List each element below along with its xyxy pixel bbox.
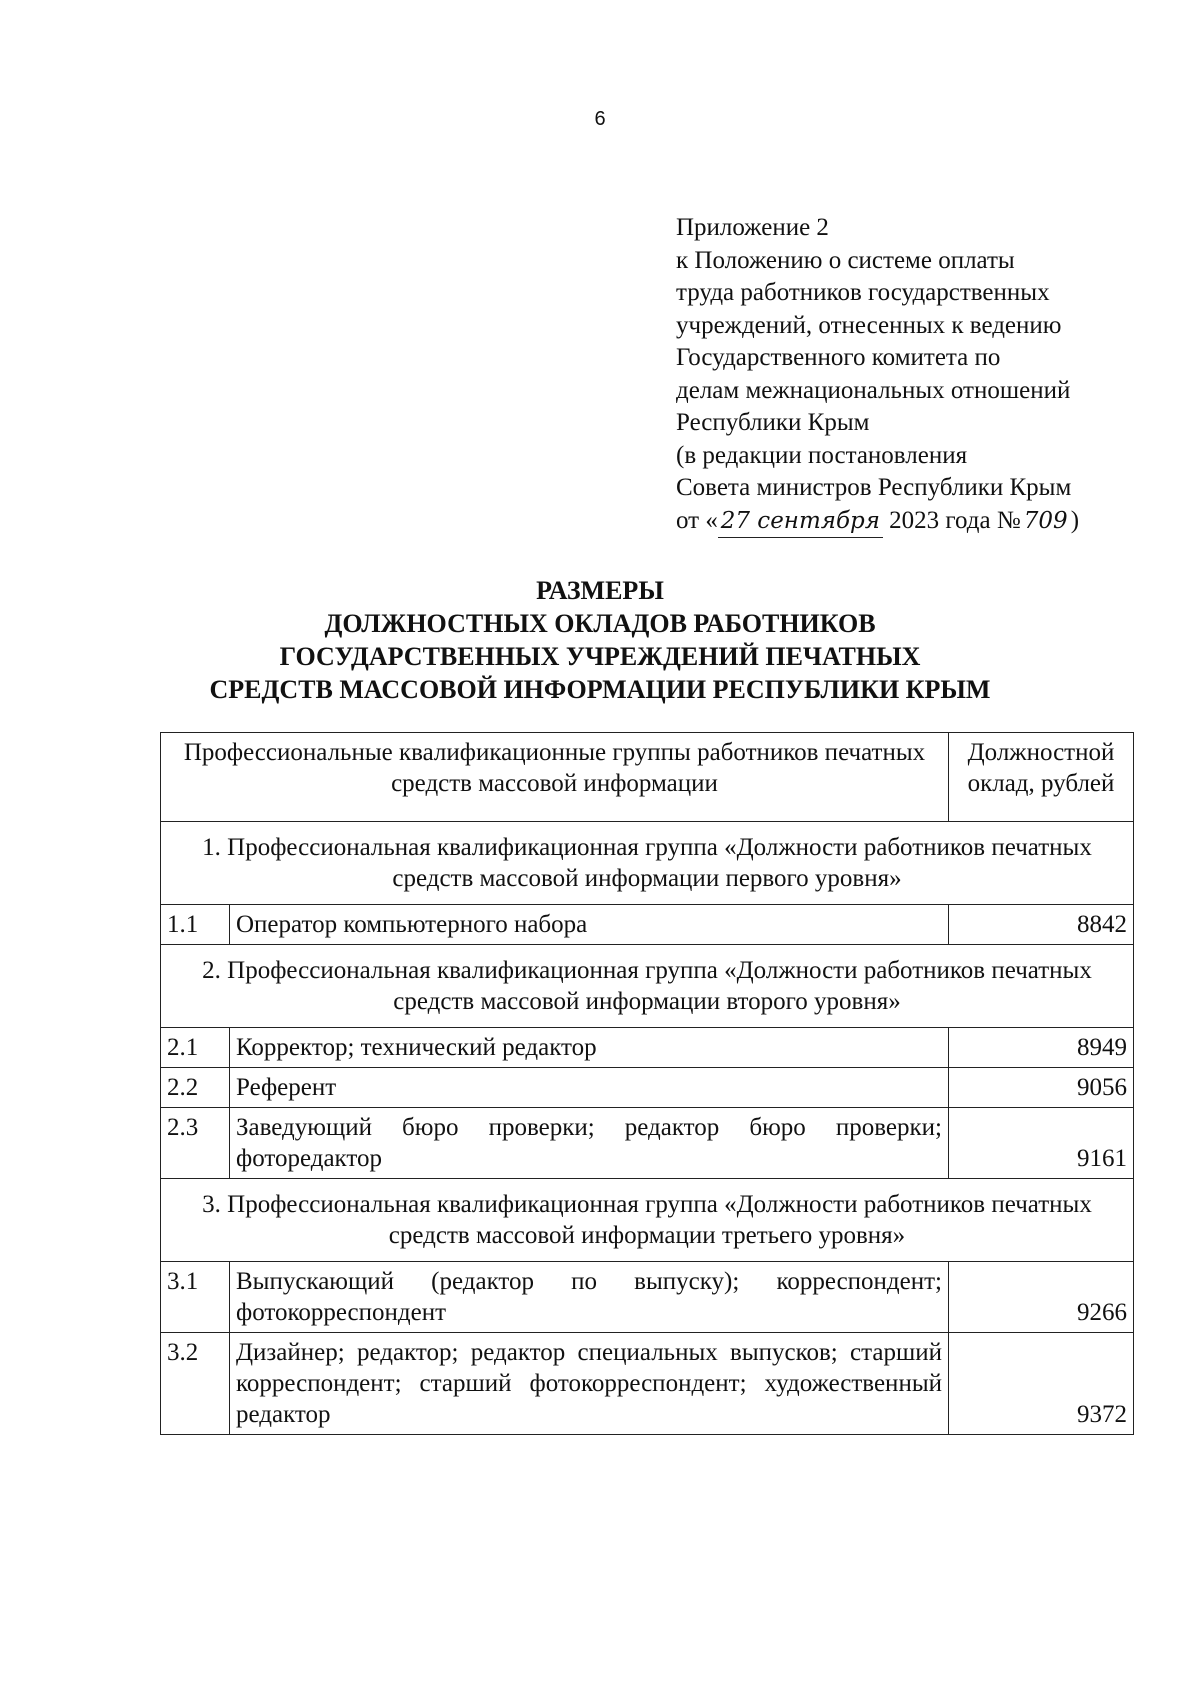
row-salary: 8842 (949, 905, 1134, 945)
group-title: 2. Профессиональная квалификационная группа «Должности работников печатных средств массовой информации второго уровня» (161, 945, 1134, 1028)
title-line: РАЗМЕРЫ (536, 576, 664, 605)
row-position: Выпускающий (редактор по выпуску); корреспондент; фотокорреспондент (230, 1262, 949, 1333)
date-year: 2023 года № (889, 506, 1021, 534)
header-groups: Профессиональные квалификационные группы работников печатных средств массовой информации (161, 733, 949, 822)
row-position: Оператор компьютерного набора (230, 905, 949, 945)
appendix-line: Совета министров Республики Крым (676, 474, 1072, 501)
row-position: Дизайнер; редактор; редактор специальных выпусков; старший корреспондент; старший фотокорреспондент; художественный редактор (230, 1333, 949, 1435)
date-prefix: от « (676, 506, 718, 534)
salary-table (160, 732, 1134, 1435)
row-position: Корректор; технический редактор (230, 1028, 949, 1068)
document-title (0, 574, 1200, 706)
row-number: 3.1 (161, 1262, 230, 1333)
row-number: 2.3 (161, 1108, 230, 1179)
group-row (161, 822, 1134, 905)
appendix-line: (в редакции постановления (676, 441, 968, 469)
header-salary: Должностной оклад, рублей (949, 733, 1134, 822)
title-line: ГОСУДАРСТВЕННЫХ УЧРЕЖДЕНИЙ ПЕЧАТНЫХ (279, 642, 921, 671)
group-row (161, 945, 1134, 1028)
title-line: ДОЛЖНОСТНЫХ ОКЛАДОВ РАБОТНИКОВ (324, 609, 876, 638)
appendix-line: Приложение 2 (676, 214, 829, 241)
row-salary: 9372 (949, 1333, 1134, 1435)
page-number: 6 (594, 108, 606, 130)
row-position: Референт (230, 1068, 949, 1108)
table-row (161, 1108, 1134, 1179)
table-header-row (161, 733, 1134, 822)
handwritten-number: 709 (1023, 507, 1068, 534)
date-suffix: ) (1070, 506, 1080, 534)
appendix-line: делам межнациональных отношений (676, 376, 1071, 404)
row-salary: 9161 (949, 1108, 1134, 1179)
handwritten-date: 27 сентября (718, 505, 883, 539)
row-position: Заведующий бюро проверки; редактор бюро проверки; фоторедактор (230, 1108, 949, 1179)
table-row (161, 1262, 1134, 1333)
table-row (161, 1333, 1134, 1435)
row-salary: 8949 (949, 1028, 1134, 1068)
row-number: 2.2 (161, 1068, 230, 1108)
group-title: 3. Профессиональная квалификационная группа «Должности работников печатных средств массовой информации третьего уровня» (161, 1179, 1134, 1262)
row-number: 2.1 (161, 1028, 230, 1068)
appendix-block (676, 212, 1196, 538)
table-row (161, 905, 1134, 945)
group-row (161, 1179, 1134, 1262)
appendix-line: Государственного комитета по (676, 344, 1001, 371)
title-line: СРЕДСТВ МАССОВОЙ ИНФОРМАЦИИ РЕСПУБЛИКИ КРЫМ (209, 675, 991, 704)
row-number: 1.1 (161, 905, 230, 945)
appendix-line: к Положению о системе оплаты (676, 246, 1015, 274)
row-salary: 9056 (949, 1068, 1134, 1108)
appendix-line: труда работников государственных (676, 279, 1050, 306)
row-salary: 9266 (949, 1262, 1134, 1333)
group-title: 1. Профессиональная квалификационная группа «Должности работников печатных средств массовой информации первого уровня» (161, 822, 1134, 905)
appendix-date-line (676, 505, 1196, 539)
row-number: 3.2 (161, 1333, 230, 1435)
table-row (161, 1028, 1134, 1068)
appendix-line: учреждений, отнесенных к ведению (676, 311, 1062, 339)
appendix-line: Республики Крым (676, 409, 870, 436)
table-row (161, 1068, 1134, 1108)
